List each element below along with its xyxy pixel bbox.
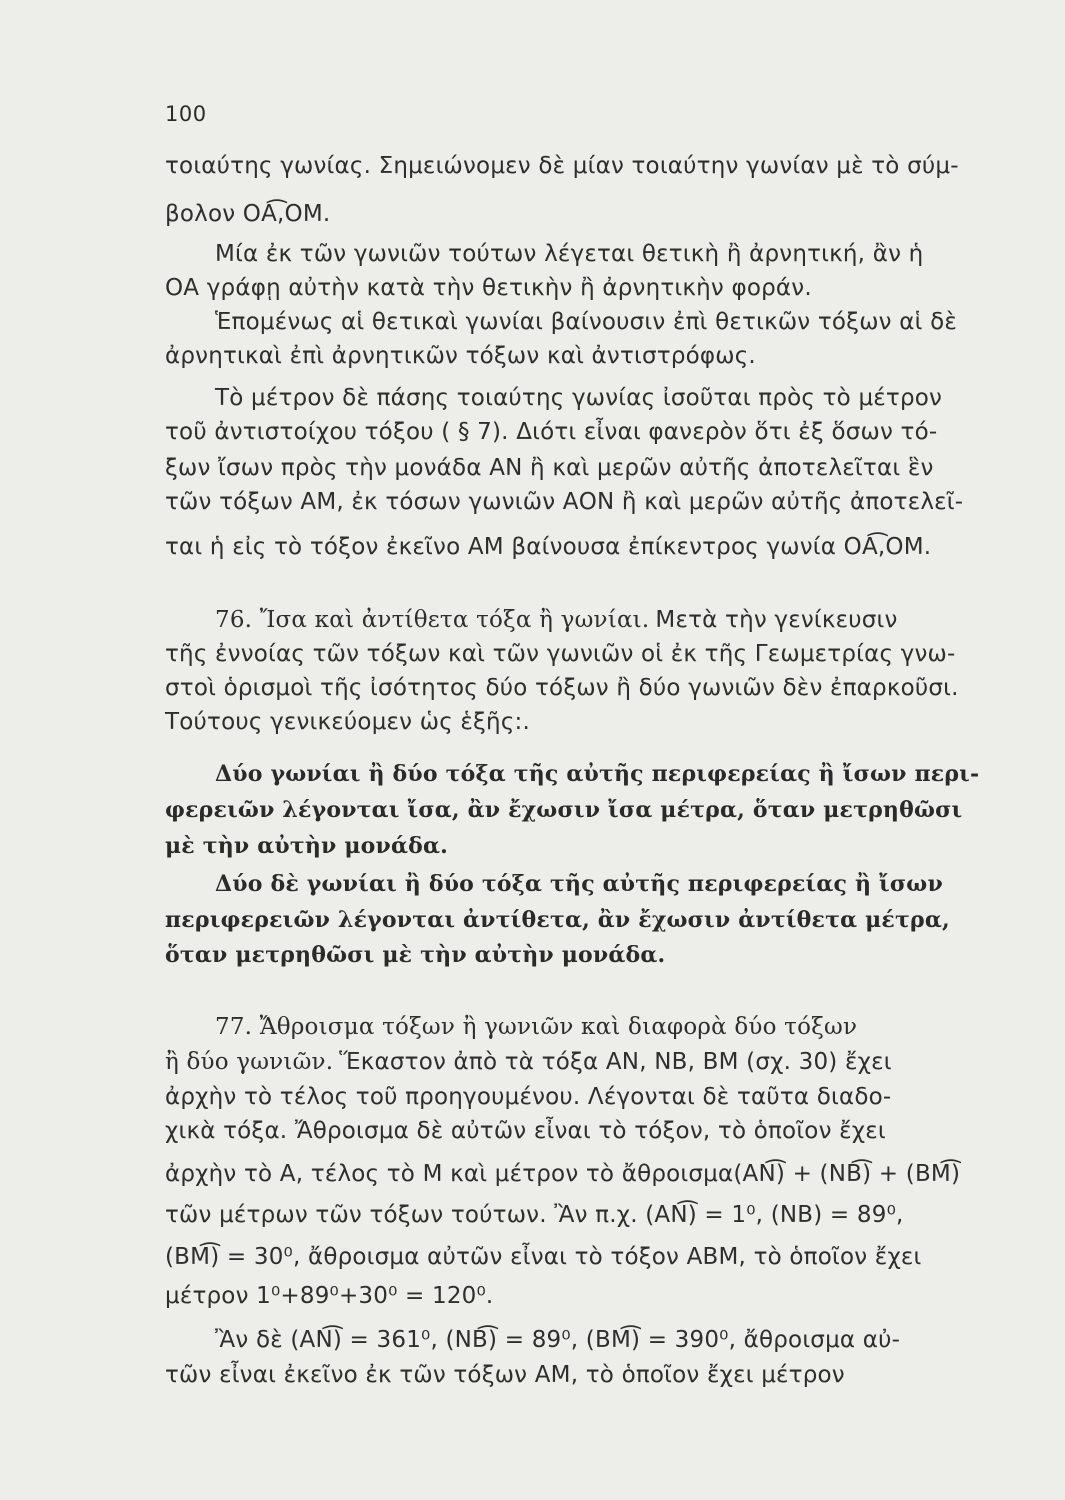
section-heading: ἢ δύο γωνιῶν. [165, 1049, 334, 1075]
text-line: ἢ δύο γωνιῶν. Ἕκαστον ἀπὸ τὰ τόξα ΑΝ, ΝΒ, ΒΜ (σχ. 30) ἔχει [165, 1049, 892, 1075]
section-heading: 76. Ἴσα καὶ ἀντίθετα τόξα ἢ γωνίαι. [215, 607, 650, 633]
text-line: τῆς ἐννοίας τῶν τόξων καὶ τῶν γωνιῶν οἱ ἐκ τῆς Γεωμετρίας γνω- [165, 641, 956, 667]
text-line: μέτρον 1⁰+89⁰+30⁰ = 120⁰. [165, 1283, 494, 1309]
text-line: ξων ἴσων πρὸς τὴν μονάδα ΑΝ ἢ καὶ μερῶν αὐτῆς ἀποτελεῖται ἓν [165, 455, 934, 481]
text-line: τοῦ ἀντιστοίχου τόξου ( § 7). Διότι εἶναι φανερὸν ὅτι ἐξ ὅσων τό- [165, 419, 938, 445]
text-line: Μία ἐκ τῶν γωνιῶν τούτων λέγεται θετικὴ ἢ ἀρνητική, ἂν ἡ [215, 241, 924, 267]
text-line: ἀρχὴν τὸ τέλος τοῦ προηγουμένου. Λέγονται δὲ ταῦτα διαδο- [165, 1084, 892, 1110]
text-line: Τὸ μέτρον δὲ πάσης τοιαύτης γωνίας ἰσοῦται πρὸς τὸ μέτρον [215, 385, 943, 411]
text-line: Ἑπομένως αἱ θετικαὶ γωνίαι βαίνουσιν ἐπὶ θετικῶν τόξων αἱ δὲ [215, 309, 957, 335]
text-line: ται ἡ εἰς τὸ τόξον ἐκεῖνο ΑΜ βαίνουσα ἐπίκεντρος γωνία ΟΑ͡,ΟΜ. [165, 534, 932, 560]
definition-line: ὅταν μετρηθῶσι μὲ τὴν αὐτὴν μονάδα. [165, 942, 666, 968]
definition-line: περιφερειῶν λέγονται ἀντίθετα, ἂν ἔχωσιν ἀντίθετα μέτρα, [165, 907, 950, 933]
text-line: (ΒΜ͡) = 30⁰, ἄθροισμα αὐτῶν εἶναι τὸ τόξον ΑΒΜ, τὸ ὁποῖον ἔχει [165, 1244, 922, 1270]
text-line: ἀρνητικαὶ ἐπὶ ἀρνητικῶν τόξων καὶ ἀντιστρόφως. [165, 343, 756, 369]
definition-line: φερειῶν λέγονται ἴσα, ἂν ἔχωσιν ἴσα μέτρα, ὅταν μετρηθῶσι [165, 797, 963, 823]
text-line: τῶν μέτρων τῶν τόξων τούτων. Ἂν π.χ. (ΑΝ͡) = 1⁰, (ΝΒ) = 89⁰, [165, 1202, 904, 1228]
text-line: Ἂν δὲ (ΑΝ͡) = 361⁰, (ΝΒ͡) = 89⁰, (ΒΜ͡) = 390⁰, ἄθροισμα αὐ- [215, 1327, 901, 1353]
definition-line: Δύο δὲ γωνίαι ἢ δύο τόξα τῆς αὐτῆς περιφερείας ἢ ἴσων [215, 871, 943, 897]
text-line: τοιαύτης γωνίας. Σημειώνομεν δὲ μίαν τοιαύτην γωνίαν μὲ τὸ σύμ- [165, 153, 959, 179]
text-line: Τούτους γενικεύομεν ὡς ἑξῆς:. [165, 709, 530, 735]
text-line: βολον ΟΑ͡,ΟΜ. [165, 201, 331, 227]
text-line: ΟΑ γράφῃ αὐτὴν κατὰ τὴν θετικὴν ἢ ἀρνητικὴν φοράν. [165, 275, 812, 301]
text-line: στοὶ ὁρισμοὶ τῆς ἰσότητος δύο τόξων ἢ δύο γωνιῶν δὲν ἐπαρκοῦσι. [165, 675, 959, 701]
text-line: τῶν εἶναι ἐκεῖνο ἐκ τῶν τόξων ΑΜ, τὸ ὁποῖον ἔχει μέτρον [165, 1362, 845, 1388]
text-line: χικὰ τόξα. Ἄθροισμα δὲ αὐτῶν εἶναι τὸ τόξον, τὸ ὁποῖον ἔχει [165, 1118, 886, 1144]
text-line: τῶν τόξων ΑΜ, ἐκ τόσων γωνιῶν ΑΟΝ ἢ καὶ μερῶν αὐτῆς ἀποτελεῖ- [165, 489, 964, 515]
definition-line: Δύο γωνίαι ἢ δύο τόξα τῆς αὐτῆς περιφερείας ἢ ἴσων περι- [215, 761, 980, 787]
text-line: ἀρχὴν τὸ Α, τέλος τὸ Μ καὶ μέτρον τὸ ἄθροισμα(ΑΝ͡) + (ΝΒ͡) + (ΒΜ͡) [165, 1161, 961, 1187]
definition-line: μὲ τὴν αὐτὴν μονάδα. [165, 833, 449, 859]
section-77-title-line [215, 1013, 857, 1041]
section-76-title-line: 76. Ἴσα καὶ ἀντίθετα τόξα ἢ γωνίαι. Μετὰ τὴν γενίκευσιν [215, 607, 898, 633]
page-number: 100 [165, 102, 207, 126]
section-heading: 77. Ἄθροισμα τόξων ἢ γωνιῶν καὶ διαφορὰ δύο τόξων [215, 1014, 858, 1040]
